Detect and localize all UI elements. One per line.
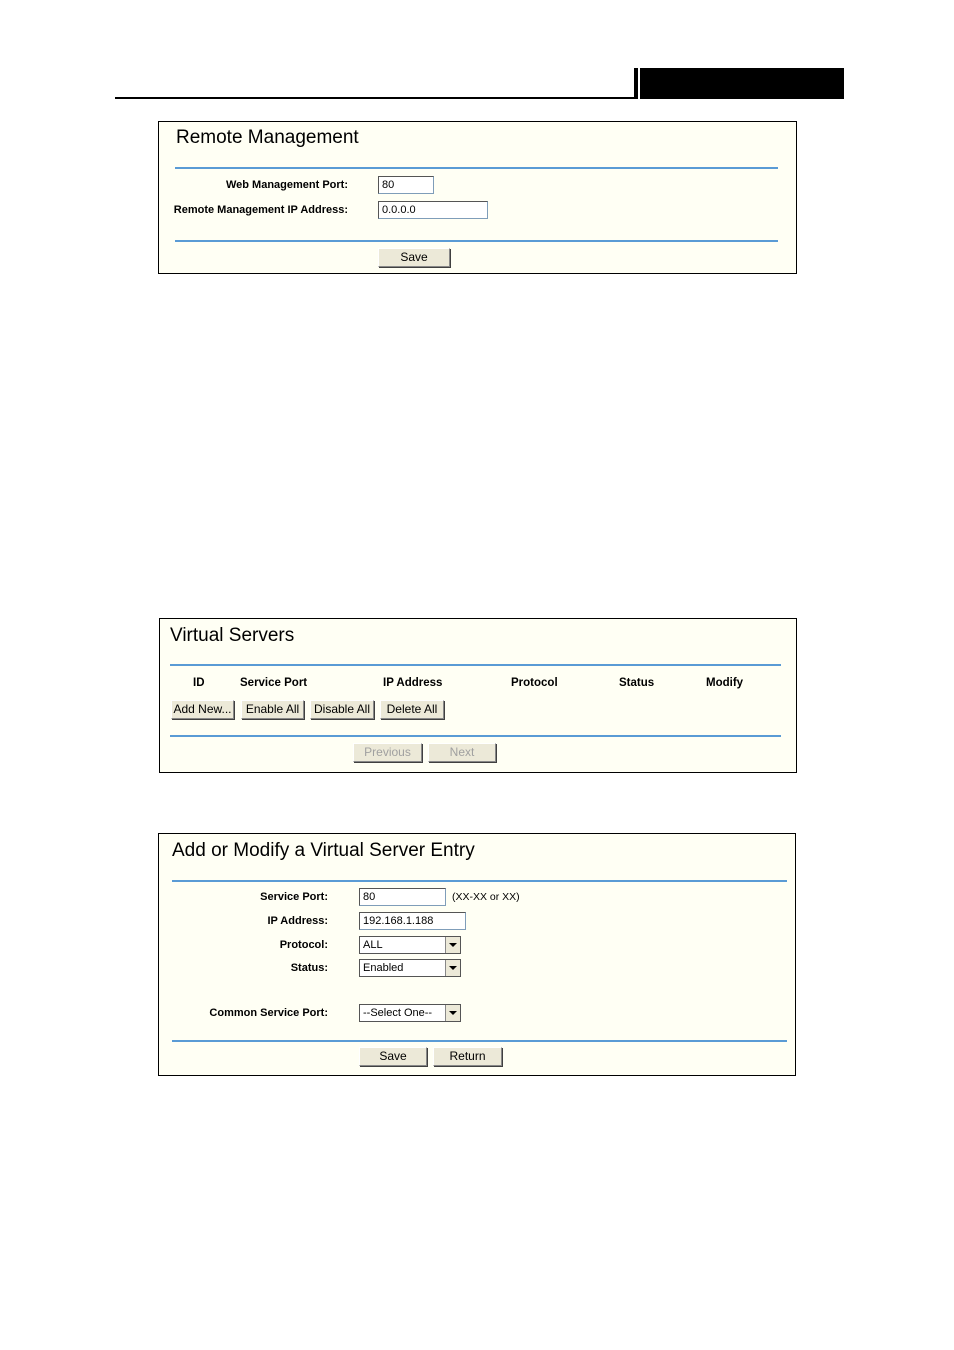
chevron-down-icon (445, 1005, 460, 1021)
common-service-port-selected-value: --Select One-- (363, 1007, 433, 1019)
top-divider (172, 880, 787, 882)
service-port-input[interactable]: 80 (359, 888, 446, 906)
virtual-servers-title: Virtual Servers (170, 625, 295, 646)
common-service-port-select[interactable] (359, 1004, 461, 1022)
status-label: Status: (290, 962, 328, 974)
chevron-down-icon (445, 937, 460, 953)
save-button[interactable]: Save (378, 248, 450, 267)
protocol-select[interactable] (359, 936, 461, 954)
top-divider (170, 664, 781, 666)
bottom-divider (170, 735, 781, 737)
previous-button[interactable]: Previous (353, 743, 422, 762)
add-new-button[interactable]: Add New... (171, 700, 234, 719)
remote-management-ip-input[interactable]: 0.0.0.0 (378, 201, 488, 219)
bottom-divider (172, 1040, 787, 1042)
web-management-port-label: Web Management Port: (225, 179, 348, 191)
page-header-block (634, 68, 844, 99)
column-header-ip-address: IP Address (383, 677, 443, 689)
remote-management-ip-label: Remote Management IP Address: (173, 204, 348, 216)
save-button[interactable]: Save (359, 1047, 427, 1066)
column-header-modify: Modify (706, 677, 744, 689)
next-button[interactable]: Next (428, 743, 496, 762)
bottom-divider (175, 240, 778, 242)
column-header-id: ID (193, 677, 205, 689)
delete-all-button[interactable]: Delete All (380, 700, 444, 719)
ip-address-label: IP Address: (267, 915, 328, 927)
service-port-label: Service Port: (260, 891, 328, 903)
common-service-port-label: Common Service Port: (209, 1007, 328, 1019)
disable-all-button[interactable]: Disable All (310, 700, 374, 719)
column-header-status: Status (619, 677, 655, 689)
virtual-servers-panel (159, 618, 797, 773)
remote-management-title: Remote Management (176, 127, 359, 148)
return-button[interactable]: Return (433, 1047, 502, 1066)
service-port-hint: (XX-XX or XX) (452, 891, 520, 903)
chevron-down-icon (445, 960, 460, 976)
protocol-selected-value: ALL (363, 939, 383, 951)
column-header-service-port: Service Port (240, 677, 308, 689)
enable-all-button[interactable]: Enable All (241, 700, 304, 719)
top-divider (175, 167, 778, 169)
virtual-server-entry-panel (158, 833, 796, 1076)
remote-management-panel (158, 121, 797, 274)
status-select[interactable] (359, 959, 461, 977)
entry-title: Add or Modify a Virtual Server Entry (172, 840, 475, 861)
protocol-label: Protocol: (279, 939, 328, 951)
column-header-protocol: Protocol (511, 677, 558, 689)
web-management-port-input[interactable]: 80 (378, 176, 434, 194)
ip-address-input[interactable]: 192.168.1.188 (359, 912, 466, 930)
status-selected-value: Enabled (363, 962, 404, 974)
